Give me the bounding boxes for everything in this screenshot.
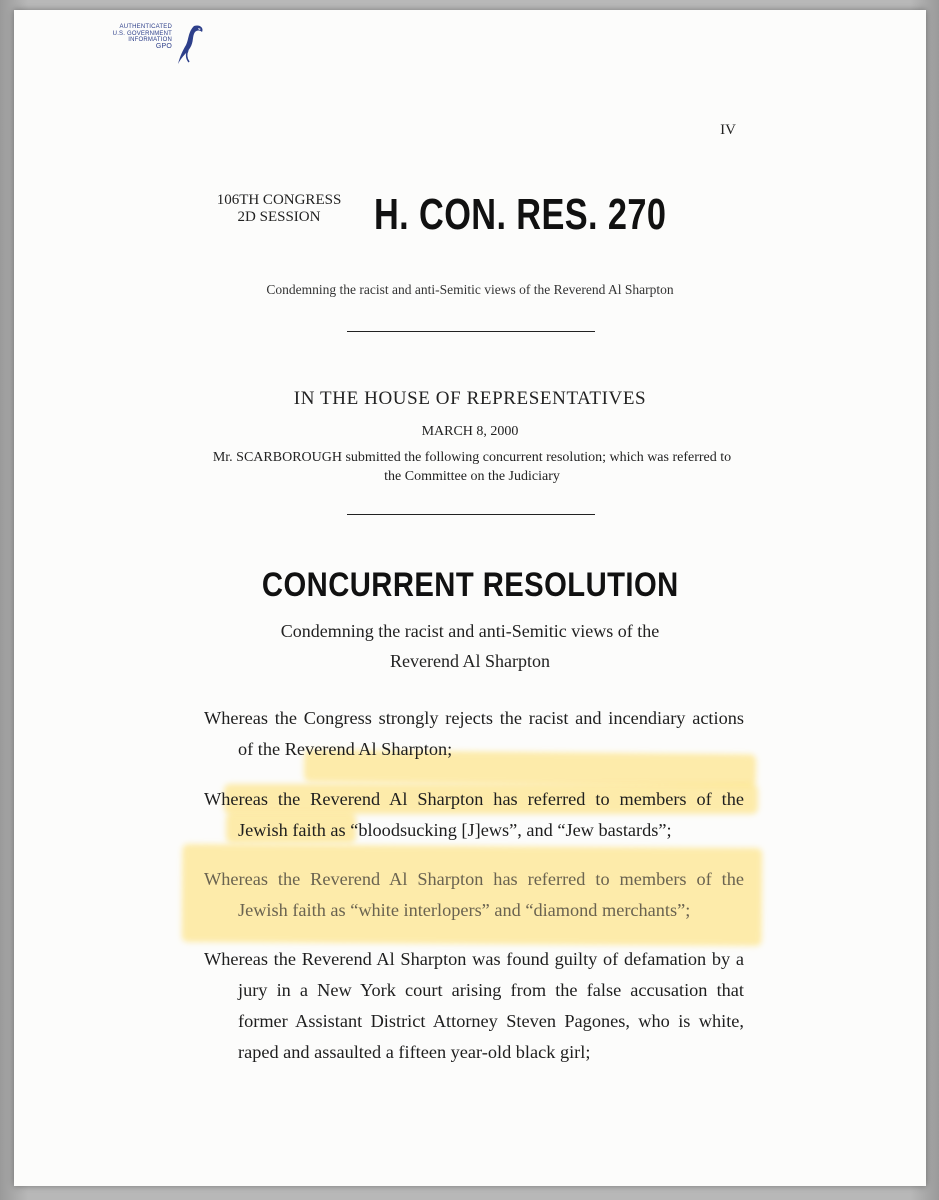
resolution-heading-text: CONCURRENT RESOLUTION <box>261 566 679 604</box>
submission-note: Mr. SCARBOROUGH submitted the following concurrent resolution; which was referred to the Committee on the Judiciary <box>212 450 732 484</box>
gpo-badge-abbr: GPO <box>155 42 172 50</box>
session-line: 2D SESSION <box>237 209 321 225</box>
gpo-badge-line: AUTHENTICATED <box>119 24 172 30</box>
resolution-subtitle-line: Reverend Al Sharpton <box>390 651 550 671</box>
whereas-clause: Whereas the Reverend Al Sharpton has referred to members of the Jewish faith as “bloodsucking [J]ews”, and “Jew bastards”; <box>204 788 744 840</box>
bill-subtitle: Condemning the racist and anti-Semitic views of the Reverend Al Sharpton <box>266 282 674 297</box>
divider <box>347 331 595 332</box>
document-page <box>14 10 926 1186</box>
resolution-subtitle-line: Condemning the racist and anti-Semitic views of the <box>280 621 660 641</box>
resolution-subtitle <box>14 616 926 676</box>
gpo-badge-line: U.S. GOVERNMENT <box>112 30 172 37</box>
whereas-clause: Whereas the Reverend Al Sharpton has referred to members of the Jewish faith as “white interlopers” and “diamond merchants”; <box>204 868 744 920</box>
whereas-clause: Whereas the Reverend Al Sharpton was found guilty of defamation by a jury in a New York court arising from the false accusation that former Assistant District Attorney Steven Pagones, who is white, raped and assaulted a fifteen year-old black girl; <box>204 949 744 1063</box>
introduction-date: MARCH 8, 2000 <box>421 424 519 439</box>
whereas-clauses <box>204 685 744 1080</box>
gpo-authentication-badge <box>94 20 219 76</box>
congress-line: 106TH CONGRESS <box>216 192 342 208</box>
eagle-icon <box>174 20 204 68</box>
chamber-heading: IN THE HOUSE OF REPRESENTATIVES <box>293 388 647 409</box>
bill-code: IV <box>720 122 736 138</box>
gpo-badge-line: INFORMATION <box>128 37 172 43</box>
gpo-badge-text <box>94 24 172 50</box>
resolution-heading <box>14 566 926 605</box>
congress-session <box>204 192 354 226</box>
bill-number: H. CON. RES. 270 <box>374 190 667 239</box>
divider <box>347 514 595 515</box>
whereas-clause: Whereas the Congress strongly rejects the racist and incendiary actions of the Reverend Al Sharpton; <box>204 708 744 760</box>
